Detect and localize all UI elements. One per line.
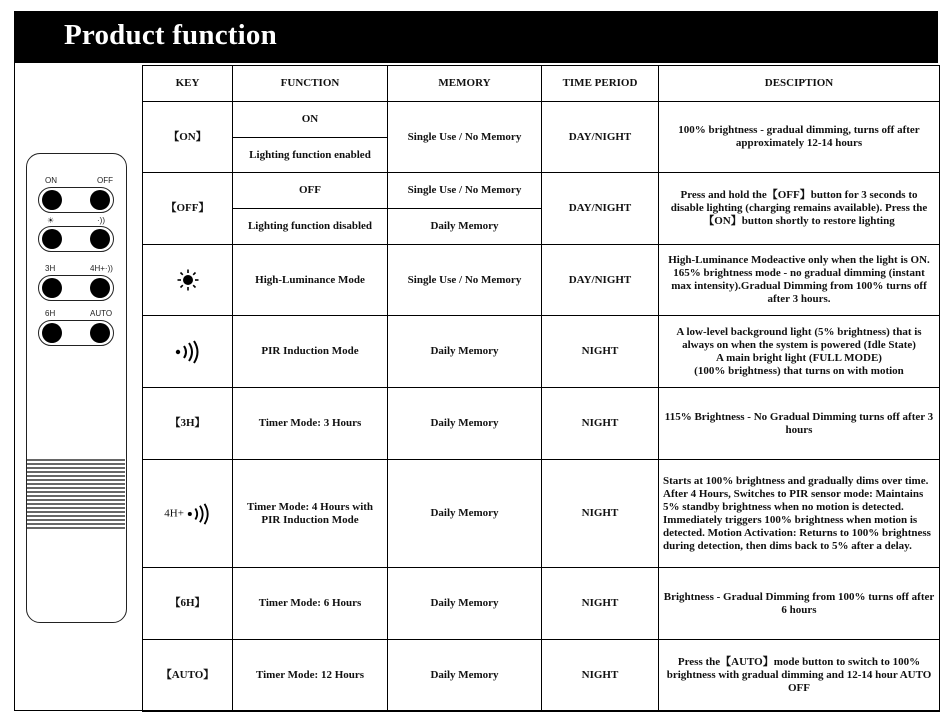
header-time-period: TIME PERIOD [542, 66, 659, 102]
memory-cell: Daily Memory [388, 568, 542, 640]
period-cell: DAY/NIGHT [542, 245, 659, 316]
remote-button-6h [42, 323, 62, 343]
remote-button-auto [90, 323, 110, 343]
table-row [143, 568, 940, 640]
table-row [143, 640, 940, 712]
function-cell: Lighting function enabled [233, 138, 388, 173]
period-cell: DAY/NIGHT [542, 102, 659, 173]
page-title: Product function [64, 19, 277, 51]
table-row [143, 316, 940, 388]
table-row [143, 245, 940, 316]
memory-cell: Daily Memory [388, 316, 542, 388]
function-cell: Timer Mode: 12 Hours [233, 640, 388, 712]
key-cell: 【3H】 [143, 388, 233, 460]
function-cell: ON [233, 102, 388, 138]
key-cell [143, 245, 233, 316]
remote-label-auto: AUTO [90, 309, 113, 318]
table-row [143, 173, 940, 209]
memory-cell: Daily Memory [388, 209, 542, 245]
left-rule [14, 63, 15, 711]
remote-label-4h: 4H+·)) [90, 264, 113, 273]
table-row [143, 460, 940, 568]
remote-button-off [90, 190, 110, 210]
function-cell: Lighting function disabled [233, 209, 388, 245]
header-memory: MEMORY [388, 66, 542, 102]
remote-button-pair [38, 187, 114, 213]
description-cell: Starts at 100% brightness and gradually dims over time. After 4 Hours, Switches to PIR sensor mode: Maintains 5% standby brightness when no motion is detected. Immediately triggers 100% brightness when motion is detected. Motion Activation: Returns to 100% brightness during detection, then dims back to 5% after a delay. [659, 460, 940, 568]
description-cell: Press and hold the【OFF】button for 3 seconds to disable lighting (charging remains available). Press the【ON】button shortly to restore lighting [659, 173, 940, 245]
remote-button-pir [90, 229, 110, 249]
period-cell: NIGHT [542, 316, 659, 388]
period-cell: DAY/NIGHT [542, 173, 659, 245]
remote-button-3h [42, 278, 62, 298]
period-cell: NIGHT [542, 568, 659, 640]
description-cell: Brightness - Gradual Dimming from 100% turns off after 6 hours [659, 568, 940, 640]
description-cell: 100% brightness - gradual dimming, turns off after approximately 12-14 hours [659, 102, 940, 173]
description-cell: Press the【AUTO】mode button to switch to 100% brightness with gradual dimming and 12-14 hour AUTO OFF [659, 640, 940, 712]
header-description: DESCIPTION [659, 66, 940, 102]
table-header-row [143, 66, 940, 102]
key-cell [143, 316, 233, 388]
description-cell [659, 316, 940, 388]
pir-icon [175, 340, 201, 364]
key-cell: 【6H】 [143, 568, 233, 640]
function-cell: Timer Mode: 3 Hours [233, 388, 388, 460]
remote-label-pir: ·)) [97, 216, 105, 225]
function-cell: High-Luminance Mode [233, 245, 388, 316]
product-function-table [142, 65, 940, 712]
period-cell: NIGHT [542, 388, 659, 460]
pir-icon [187, 503, 211, 525]
remote-label-6h: 6H [45, 309, 56, 318]
description-line: A low-level background light (5% brightness) that is always on when the system is powered (Idle State) [676, 325, 922, 351]
remote-button-pair [38, 320, 114, 346]
remote-speaker-grille [27, 459, 125, 530]
period-cell: NIGHT [542, 460, 659, 568]
header-function: FUNCTION [233, 66, 388, 102]
remote-label-3h: 3H [45, 264, 56, 273]
remote-control-illustration [26, 153, 127, 623]
memory-cell: Single Use / No Memory [388, 102, 542, 173]
memory-cell: Single Use / No Memory [388, 173, 542, 209]
function-cell: PIR Induction Mode [233, 316, 388, 388]
remote-label-on: ON [45, 176, 57, 185]
key-label: 4H+ [164, 507, 184, 519]
period-cell: NIGHT [542, 640, 659, 712]
description-line: (100% brightness) that turns on with motion [694, 364, 904, 377]
description-cell: 115% Brightness - No Gradual Dimming turns off after 3 hours [659, 388, 940, 460]
function-cell: Timer Mode: 6 Hours [233, 568, 388, 640]
key-cell: 【ON】 [143, 102, 233, 173]
key-cell: 【OFF】 [143, 173, 233, 245]
table-row [143, 102, 940, 138]
function-cell: OFF [233, 173, 388, 209]
memory-cell: Daily Memory [388, 460, 542, 568]
function-cell: Timer Mode: 4 Hours with PIR Induction Mode [233, 460, 388, 568]
remote-label-off: OFF [97, 176, 113, 185]
description-line: A main bright light (FULL MODE) [716, 351, 882, 364]
key-cell [143, 460, 233, 568]
description-cell: High-Luminance Modeactive only when the light is ON. 165% brightness mode - no gradual dimming (instant max intensity).Gradual Dimming from 100% turns off after 3 hours. [659, 245, 940, 316]
title-bar [14, 11, 938, 63]
memory-cell: Daily Memory [388, 640, 542, 712]
memory-cell: Single Use / No Memory [388, 245, 542, 316]
header-key: KEY [143, 66, 233, 102]
remote-button-4h [90, 278, 110, 298]
remote-button-pair [38, 226, 114, 252]
remote-button-sun [42, 229, 62, 249]
remote-button-pair [38, 275, 114, 301]
key-cell: 【AUTO】 [143, 640, 233, 712]
table-row [143, 388, 940, 460]
remote-button-on [42, 190, 62, 210]
memory-cell: Daily Memory [388, 388, 542, 460]
remote-label-sun: ☀ [47, 216, 55, 225]
sun-icon [177, 269, 199, 291]
